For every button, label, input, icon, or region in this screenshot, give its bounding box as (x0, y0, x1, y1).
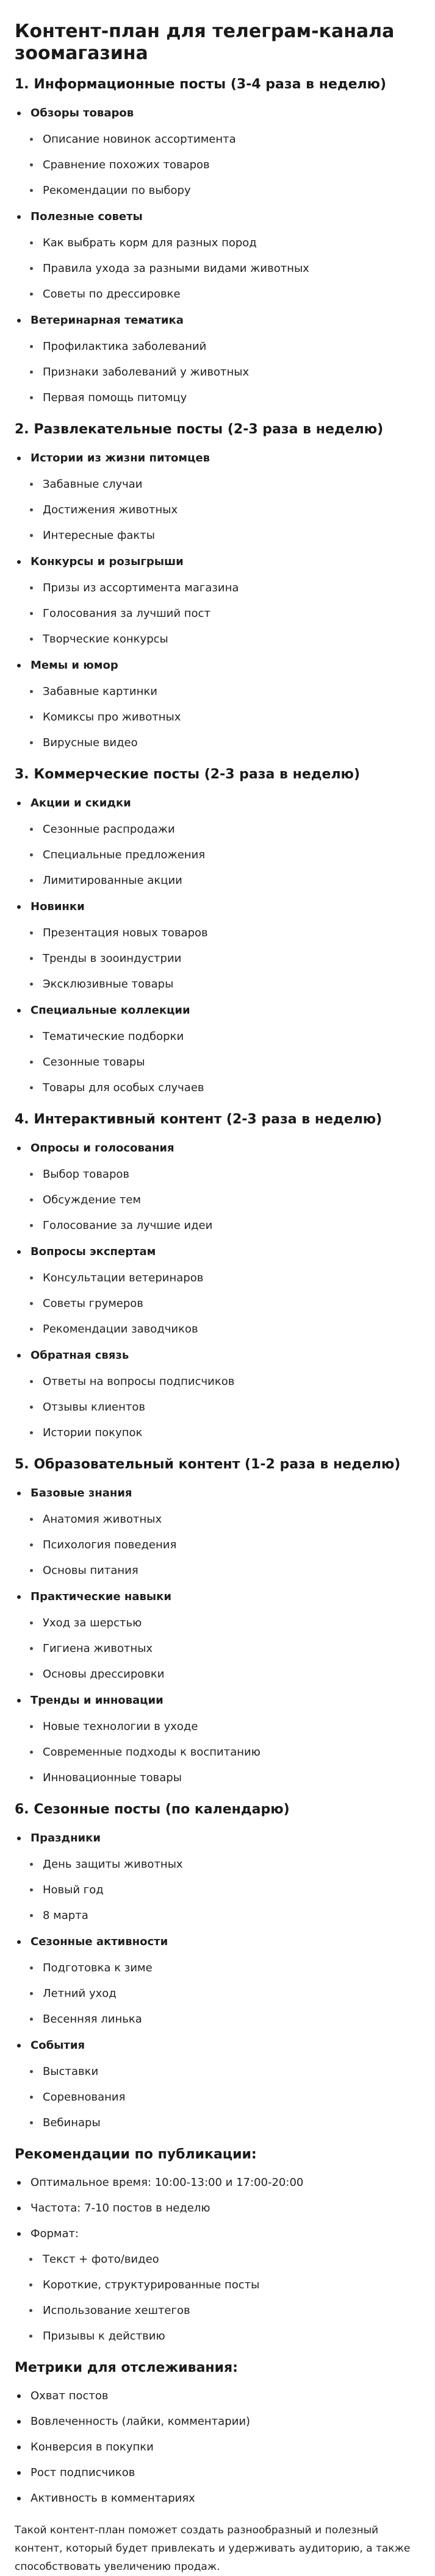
format-item: Использование хештегов (27, 2298, 423, 2324)
category-label: Мемы и юмор (15, 652, 423, 679)
list-item: Товары для особых случаев (15, 1075, 423, 1101)
list-item: Достижения животных (15, 497, 423, 523)
metrics-list (15, 2383, 423, 2511)
category-label: Обратная связь (15, 1342, 423, 1369)
category-items-wrap (15, 679, 423, 756)
list-item: Консультации ветеринаров (15, 1265, 423, 1291)
category-label: Базовые знания (15, 1480, 423, 1507)
category-items-wrap (15, 334, 423, 411)
recommendation-frequency: Частота: 7-10 постов в неделю (15, 2196, 423, 2221)
category-items (15, 1162, 423, 1239)
format-sublist (27, 2247, 423, 2349)
metric-item: Конверсия в покупки (15, 2435, 423, 2460)
category-list (15, 1135, 423, 1446)
category-items (15, 920, 423, 997)
category-label: Опросы и голосования (15, 1135, 423, 1162)
category-items-wrap (15, 1162, 423, 1239)
format-item: Текст + фото/видео (27, 2247, 423, 2272)
list-item: Обсуждение тем (15, 1187, 423, 1213)
list-item: Описание новинок ассортимента (15, 127, 423, 152)
category-label: События (15, 2032, 423, 2059)
list-item: Презентация новых товаров (15, 920, 423, 946)
list-item: Новые технологии в уходе (15, 1714, 423, 1740)
category-items-wrap (15, 1955, 423, 2032)
category-label: Новинки (15, 894, 423, 920)
section-heading: 6. Сезонные посты (по календарю) (15, 1802, 290, 1817)
list-item: Гигиена животных (15, 1636, 423, 1662)
list-item: Истории покупок (15, 1420, 423, 1446)
list-item: Весенняя линька (15, 2007, 423, 2032)
list-item: Признаки заболеваний у животных (15, 360, 423, 385)
list-item: Сравнение похожих товаров (15, 152, 423, 178)
list-item: Инновационные товары (15, 1765, 423, 1791)
section-heading: 1. Информационные посты (3-4 раза в неделю) (15, 77, 387, 92)
content-section (15, 1111, 423, 1446)
format-item: Короткие, структурированные посты (27, 2272, 423, 2298)
list-item: Выставки (15, 2059, 423, 2085)
list-item: Как выбрать корм для разных пород (15, 230, 423, 256)
category-items-wrap (15, 1610, 423, 1687)
category-items (15, 679, 423, 756)
list-item: Призы из ассортимента магазина (15, 575, 423, 601)
list-item: Основы питания (15, 1558, 423, 1584)
section-heading: 4. Интерактивный контент (2-3 раза в неделю) (15, 1112, 383, 1127)
list-item: Голосование за лучшие идеи (15, 1213, 423, 1239)
category-items (15, 230, 423, 307)
conclusion-text: Такой контент-план поможет создать разнообразный и полезный контент, который будет привлекать и удерживать аудиторию, а также способствовать увеличению продаж. (15, 2524, 411, 2573)
category-items-wrap (15, 817, 423, 894)
category-label: Обзоры товаров (15, 100, 423, 127)
list-item: Сезонные товары (15, 1050, 423, 1075)
list-item: Тренды в зооиндустрии (15, 946, 423, 972)
list-item: Психология поведения (15, 1532, 423, 1558)
category-items (15, 472, 423, 549)
list-item: Профилактика заболеваний (15, 334, 423, 360)
category-label: Праздники (15, 1825, 423, 1852)
list-item: Современные подходы к воспитанию (15, 1740, 423, 1765)
category-items (15, 1714, 423, 1791)
list-item: Сезонные распродажи (15, 817, 423, 842)
page-title: Контент-план для телеграм-канала зоомагазина (15, 21, 395, 64)
format-sublist-wrap (27, 2247, 423, 2349)
category-label: Ветеринарная тематика (15, 307, 423, 334)
list-item: Рекомендации по выбору (15, 178, 423, 204)
list-item: Творческие конкурсы (15, 627, 423, 652)
recommendations-section (15, 2146, 423, 2349)
category-items-wrap (15, 1507, 423, 1584)
content-section (15, 76, 423, 411)
category-label: Сезонные активности (15, 1929, 423, 1955)
list-item: Ответы на вопросы подписчиков (15, 1369, 423, 1395)
list-item: Уход за шерстью (15, 1610, 423, 1636)
list-item: Подготовка к зиме (15, 1955, 423, 1981)
list-item: Лимитированные акции (15, 868, 423, 894)
content-section (15, 766, 423, 1101)
category-list (15, 445, 423, 756)
recommendation-time: Оптимальное время: 10:00-13:00 и 17:00-20:00 (15, 2170, 423, 2196)
section-heading: 2. Развлекательные посты (2-3 раза в неделю) (15, 422, 384, 437)
metric-item: Охват постов (15, 2383, 423, 2409)
list-item: Рекомендации заводчиков (15, 1317, 423, 1342)
content-section (15, 1456, 423, 1791)
category-items (15, 1507, 423, 1584)
recommendation-format-label: Формат: (15, 2221, 423, 2247)
list-item: Вирусные видео (15, 730, 423, 756)
metric-item: Рост подписчиков (15, 2460, 423, 2486)
category-items-wrap (15, 1369, 423, 1446)
category-label: Полезные советы (15, 204, 423, 230)
category-label: Вопросы экспертам (15, 1239, 423, 1265)
category-items (15, 1024, 423, 1101)
section-heading: 3. Коммерческие посты (2-3 раза в неделю) (15, 767, 360, 782)
category-label: Конкурсы и розыгрыши (15, 549, 423, 575)
list-item: Правила ухода за разными видами животных (15, 256, 423, 282)
category-items (15, 1369, 423, 1446)
list-item: 8 марта (15, 1903, 423, 1929)
list-item: Забавные картинки (15, 679, 423, 705)
sections-container (15, 76, 423, 2136)
list-item: Комиксы про животных (15, 705, 423, 730)
category-items (15, 1852, 423, 1929)
list-item: Основы дрессировки (15, 1662, 423, 1687)
recommendations-list (15, 2170, 423, 2349)
category-items-wrap (15, 472, 423, 549)
recommendations-heading: Рекомендации по публикации: (15, 2147, 257, 2162)
category-items (15, 1955, 423, 2032)
list-item: Тематические подборки (15, 1024, 423, 1050)
category-label: Акции и скидки (15, 790, 423, 817)
category-items-wrap (15, 1024, 423, 1101)
content-section (15, 421, 423, 756)
list-item: День защиты животных (15, 1852, 423, 1877)
list-item: Интересные факты (15, 523, 423, 549)
category-items (15, 2059, 423, 2136)
list-item: Отзывы клиентов (15, 1395, 423, 1420)
category-items (15, 1610, 423, 1687)
metric-item: Активность в комментариях (15, 2486, 423, 2511)
category-label: Истории из жизни питомцев (15, 445, 423, 472)
category-label: Практические навыки (15, 1584, 423, 1610)
category-items (15, 1265, 423, 1342)
list-item: Выбор товаров (15, 1162, 423, 1187)
category-items-wrap (15, 127, 423, 204)
metric-item: Вовлеченность (лайки, комментарии) (15, 2409, 423, 2435)
category-items (15, 817, 423, 894)
list-item: Забавные случаи (15, 472, 423, 497)
category-label: Тренды и инновации (15, 1687, 423, 1714)
category-items-wrap (15, 920, 423, 997)
metrics-heading: Метрики для отслеживания: (15, 2360, 238, 2375)
format-item: Призывы к действию (27, 2324, 423, 2349)
category-items-wrap (15, 2059, 423, 2136)
section-heading: 5. Образовательный контент (1-2 раза в неделю) (15, 1457, 401, 1472)
category-items-wrap (15, 575, 423, 652)
category-list (15, 790, 423, 1101)
list-item: Соревнования (15, 2085, 423, 2110)
category-items-wrap (15, 1852, 423, 1929)
category-list (15, 1480, 423, 1791)
list-item: Новый год (15, 1877, 423, 1903)
list-item: Анатомия животных (15, 1507, 423, 1532)
category-items-wrap (15, 1714, 423, 1791)
category-list (15, 100, 423, 411)
list-item: Советы грумеров (15, 1291, 423, 1317)
category-items-wrap (15, 1265, 423, 1342)
list-item: Советы по дрессировке (15, 282, 423, 307)
list-item: Голосования за лучший пост (15, 601, 423, 627)
list-item: Первая помощь питомцу (15, 385, 423, 411)
list-item: Летний уход (15, 1981, 423, 2007)
category-items-wrap (15, 230, 423, 307)
category-list (15, 1825, 423, 2136)
category-items (15, 334, 423, 411)
list-item: Вебинары (15, 2110, 423, 2136)
content-section (15, 1801, 423, 2136)
category-items (15, 575, 423, 652)
list-item: Эксклюзивные товары (15, 972, 423, 997)
list-item: Специальные предложения (15, 842, 423, 868)
category-label: Специальные коллекции (15, 997, 423, 1024)
category-items (15, 127, 423, 204)
metrics-section (15, 2359, 423, 2511)
